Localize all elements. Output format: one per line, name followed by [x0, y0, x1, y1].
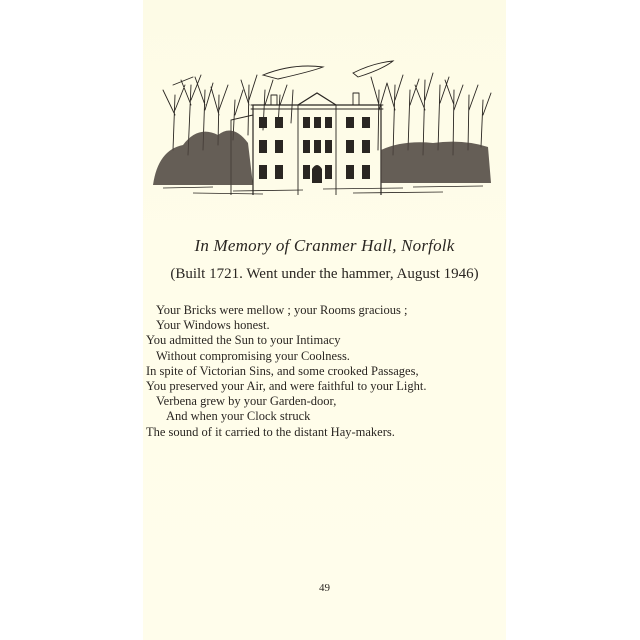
poem-line: You admitted the Sun to your Intimacy — [146, 333, 341, 348]
poem-line: Verbena grew by your Garden-door, — [156, 394, 337, 409]
poem-title: In Memory of Cranmer Hall, Norfolk — [194, 236, 455, 255]
poem-line: In spite of Victorian Sins, and some crooked Passages, — [146, 363, 419, 378]
poem-line: Your Windows honest. — [156, 318, 270, 333]
poem-line: Without compromising your Coolness. — [156, 348, 350, 363]
poem-subtitle: (Built 1721. Went under the hammer, August 1946) — [170, 266, 479, 282]
book-page — [143, 0, 506, 640]
poem-line: The sound of it carried to the distant Hay-makers. — [146, 424, 395, 439]
house-engraving-illustration — [153, 55, 493, 195]
page-number: 49 — [319, 582, 330, 594]
poem-line: Your Bricks were mellow ; your Rooms gracious ; — [156, 303, 408, 317]
poem-body — [143, 303, 506, 440]
bleed-through-text — [173, 24, 473, 38]
poem-line: And when your Clock struck — [166, 409, 311, 424]
poem-line: You preserved your Air, and were faithful to your Light. — [146, 378, 427, 393]
